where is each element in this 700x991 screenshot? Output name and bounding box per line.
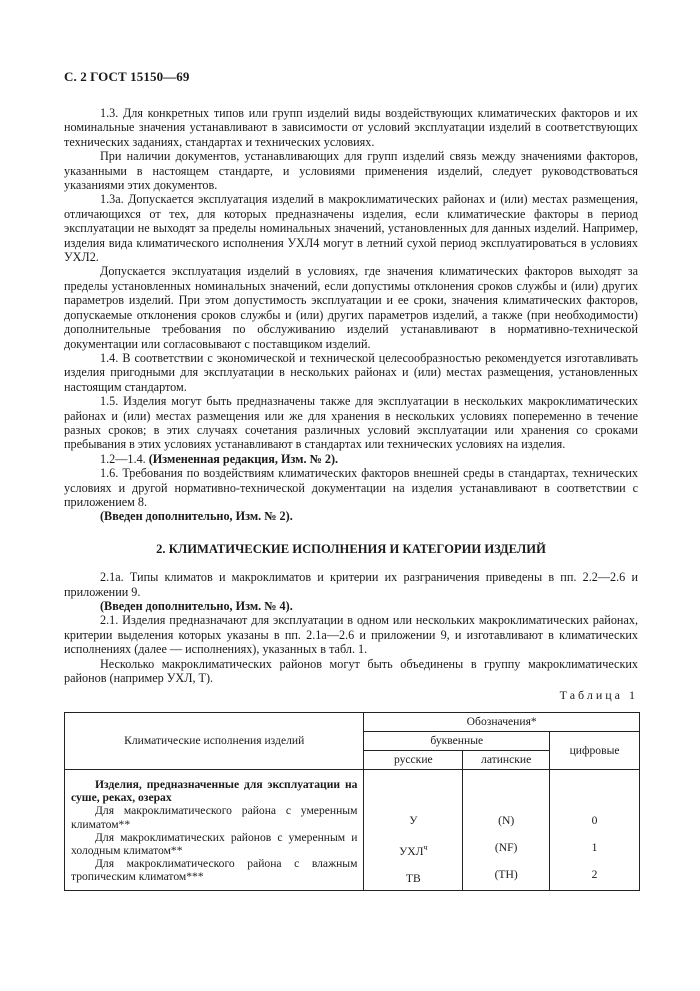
paragraph-1-6: 1.6. Требования по воздействиям климатических факторов внешней среды в стандартах, технических условиях и другой нормативно-технической документации на изделия устанавливают в соответствии с приложением 8.	[64, 466, 638, 509]
column-russian-values	[364, 770, 463, 891]
table-caption: Таблица 1	[559, 688, 638, 702]
section-2-title: 2. КЛИМАТИЧЕСКИЕ ИСПОЛНЕНИЯ И КАТЕГОРИИ ИЗДЕЛИЙ	[156, 541, 546, 556]
table-row-name: Для макроклиматического района с умеренным климатом**	[71, 804, 358, 831]
column-latin-values	[463, 770, 550, 891]
header-digit: цифровые	[550, 732, 640, 770]
cell-digit: 1	[591, 841, 598, 855]
paragraph-groups: Несколько макроклиматических районов могут быть объединены в группу макроклиматических районов (например УХЛ, Т).	[64, 656, 638, 686]
paragraph-1-4: 1.4. В соответствии с экономической и технической целесообразностью рекомендуется изготавливать изделия пригодными для эксплуатации в нескольких районах и (или) местах размещения, установленных настоящим стандартом.	[64, 350, 638, 394]
document-body	[64, 106, 638, 685]
paragraph-1-5: 1.5. Изделия могут быть предназначены также для эксплуатации в нескольких макроклиматических районах и (или) местах размещения или же для хранения в нескольких условиях попеременно в течение разных сроков; в этих случаях сочетания различных условий эксплуатации или хранения со сроками пребывания в этих условиях устанавливают в стандартах или технических условиях на изделия.	[64, 394, 638, 452]
paragraph-documents: При наличии документов, устанавливающих для групп изделий связь между значениями факторов, указанными в настоящем стандарте, и условиями применения изделий, следует руководствоваться указаниями этих документов.	[64, 149, 638, 193]
paragraph-amendment-2: (Введен дополнительно, Изм. № 2).	[100, 509, 293, 524]
amendment-ref: 1.2—1.4.	[100, 451, 149, 466]
paragraph-2-1a: 2.1а. Типы климатов и макроклиматов и критерии их разграничения приведены в пп. 2.2—2.6 и приложении 9.	[64, 570, 638, 599]
table-row-name: Для макроклиматического района с влажным тропическим климатом***	[71, 857, 358, 884]
paragraph-amendment-1	[64, 452, 638, 466]
header-latin: латинские	[463, 751, 550, 770]
cell-russian-text: УХЛ	[399, 845, 424, 859]
header-climatic-versions: Климатические исполнения изделий	[65, 713, 364, 770]
cell-digit: 0	[591, 814, 598, 827]
amendment-note: (Измененная редакция, Изм. № 2).	[148, 451, 339, 466]
cell-digit: 2	[591, 868, 598, 882]
header-designations: Обозначения*	[364, 713, 640, 732]
cell-latin: (TH)	[494, 868, 518, 882]
paragraph-2-1: 2.1. Изделия предназначают для эксплуатации в одном или нескольких макроклиматических районах, критерии выделения которых указаны в пп. 2.1а—2.6 и приложении 9, и изготавливают в климатических исполнениях (далее — исполнениях), указанных в табл. 1.	[64, 613, 638, 657]
cell-russian	[364, 841, 462, 858]
column-digit-values	[550, 770, 640, 891]
paragraph-deviations: Допускается эксплуатация изделий в условиях, где значения климатических факторов выходят за пределы установленных номинальных значений, если допустимы отклонения сроков службы и (или) других параметров изделий. При этом допустимость эксплуатации и ее сроки, значения климатических факторов, допускаемые отклонения сроков службы и (или) других параметров изделий, а также (при необходимости) дополнительные требования по обслуживанию изделий устанавливают в нормативно-технической документации или согласовывают с поставщиком изделий.	[64, 264, 638, 351]
page-header: С. 2 ГОСТ 15150—69	[64, 69, 190, 84]
paragraph-amendment-4: (Введен дополнительно, Изм. № 4).	[100, 599, 293, 613]
header-russian: русские	[364, 751, 463, 770]
cell-latin: (NF)	[494, 841, 518, 855]
paragraph-1-3a: 1.3а. Допускается эксплуатация изделий в макроклиматических районах и (или) местах размещения, отличающихся от тех, для которых предназначены изделия, если климатические факторы в период эксплуатации не выходят за пределы номинальных значений, установленных для данных изделий. Например, изделия вида климатического исполнения УХЛ4 могут в летний сухой период эксплуатироваться в условиях УХЛ2.	[64, 192, 638, 265]
cell-russian: ТВ	[405, 872, 421, 886]
table-row-name: Для макроклиматических районов с умеренным и холодным климатом**	[71, 830, 358, 858]
header-letter: буквенные	[364, 732, 550, 751]
paragraph-1-3: 1.3. Для конкретных типов или групп изделий виды воздействующих климатических факторов и их номинальные значения устанавливают в зависимости от условий эксплуатации изделий в соответствующих технических заданиях, стандартах и технических условиях.	[64, 106, 638, 149]
climatic-versions-table	[64, 712, 640, 891]
table-row-names	[65, 770, 364, 891]
cell-russian: У	[409, 814, 418, 827]
cell-russian-sup: ч	[423, 843, 428, 853]
group-title: Изделия, предназначенные для эксплуатации на суше, реках, озерах	[71, 778, 358, 805]
cell-latin: (N)	[498, 814, 515, 827]
